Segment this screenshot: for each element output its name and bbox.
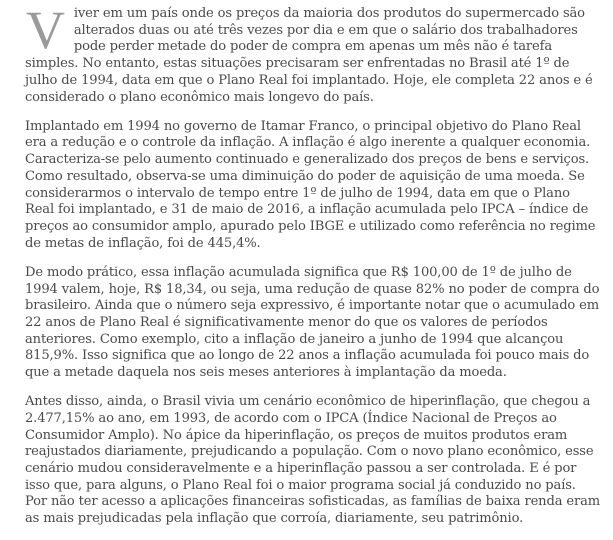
paragraph-intro-text: iver em um país onde os preços da maioria dos produtos do supermercado são alterados duas ou até três vezes por dia e em que o salário dos trabalhadores pode perder metade do poder de compra em apenas um mês não é tarefa simples. No entanto, estas situações precisaram ser enfrentadas no Brasil até 1º de julho de 1994, data em que o Plano Real foi implantado. Hoje, ele completa 22 anos e é considerado o plano econômico mais longevo do país. — [25, 6, 593, 105]
paragraph-intro — [25, 0, 601, 106]
article-body — [25, 0, 601, 540]
drop-cap: V — [26, 0, 65, 60]
paragraph-4: Antes disso, ainda, o Brasil vivia um cenário econômico de hiperinflação, que chegou a 2.477,15% ao ano, em 1993, de acordo com o IPCA (Índice Nacional de Preços ao Consumidor Amplo). No ápice da hiperinflação, os preços de muitos produtos eram reajustados diariamente, prejudicando a população. Com o novo plano econômico, esse cenário mudou consideravelmente e a hiperinflação passou a ser controlada. E é por isso que, para alguns, o Plano Real foi o maior programa social já conduzido no país. Por não ter acesso a aplicações financeiras sofisticadas, as famílias de baixa renda eram as mais prejudicadas pela inflação que corroía, diariamente, seu patrimônio. — [25, 394, 600, 527]
paragraph-3: De modo prático, essa inflação acumulada significa que R$ 100,00 de 1º de julho de 1994 valem, hoje, R$ 18,34, ou seja, uma redução de quase 82% no poder de compra do brasileiro. Ainda que o número seja expressivo, é importante notar que o acumulado em 22 anos de Plano Real é significativamente menor do que os valores de períodos anteriores. Como exemplo, cito a inflação de janeiro a junho de 1994 que alcançou 815,9%. Isso significa que ao longo de 22 anos a inflação acumulada foi pouco mais do que a metade daquela nos seis meses anteriores à implantação da moeda. — [25, 264, 600, 381]
paragraph-2: Implantado em 1994 no governo de Itamar Franco, o principal objetivo do Plano Real era a redução e o controle da inflação. A inflação é algo inerente a qualquer economia. Caracteriza-se pelo aumento continuado e generalizado dos preços de bens e serviços. Como resultado, observa-se uma diminuição do poder de aquisição de uma moeda. Se considerarmos o intervalo de tempo entre 1º de julho de 1994, data em que o Plano Real foi implantado, e 31 de maio de 2016, a inflação acumulada pelo IPCA – índice de preços ao consumidor amplo, apurado pelo IBGE e utilizado como referência no regime de metas de inflação, foi de 445,4%. — [25, 118, 596, 251]
